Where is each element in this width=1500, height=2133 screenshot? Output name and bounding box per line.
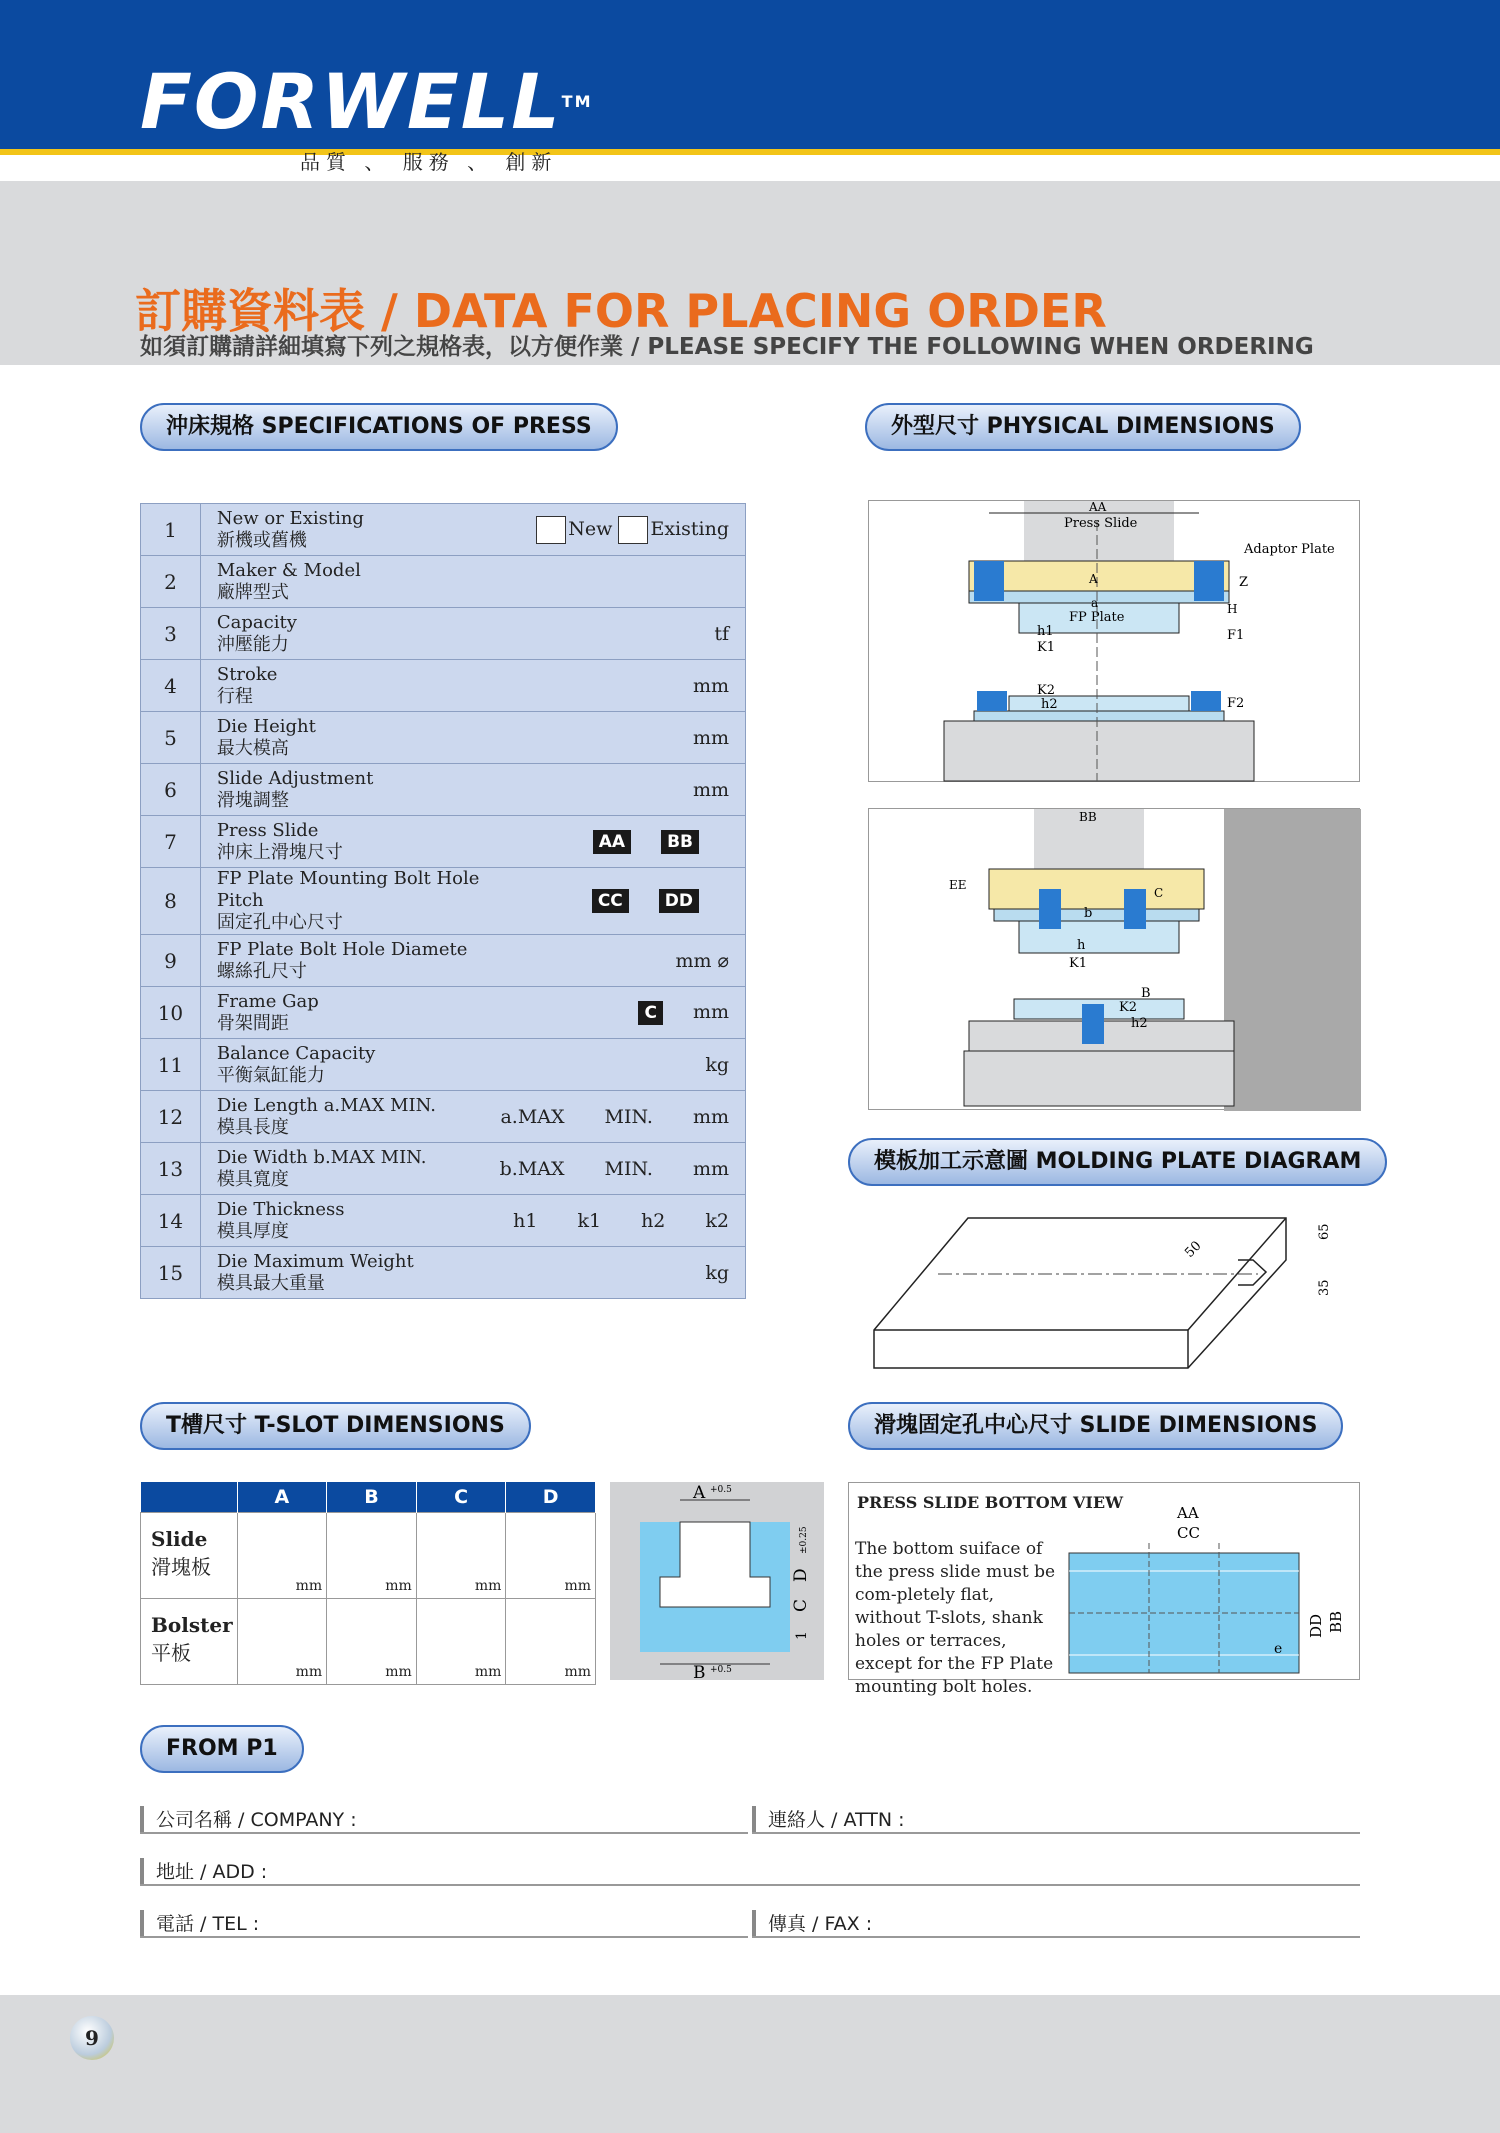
row-number: 2 bbox=[141, 556, 201, 608]
tslot-header-d: D bbox=[506, 1482, 596, 1512]
section-physical: 外型尺寸 PHYSICAL DIMENSIONS bbox=[865, 403, 1301, 451]
svg-text:Z: Z bbox=[1239, 575, 1249, 590]
spec-row bbox=[141, 764, 746, 816]
spec-row bbox=[141, 504, 746, 556]
row-input[interactable] bbox=[500, 868, 746, 935]
spec-row bbox=[141, 987, 746, 1039]
tel-field[interactable] bbox=[140, 1936, 748, 1938]
row-number: 10 bbox=[141, 987, 201, 1039]
svg-text:35: 35 bbox=[1317, 1279, 1332, 1296]
tslot-cell[interactable]: mm bbox=[327, 1598, 417, 1684]
row-label: Die Length a.MAX MIN. 模具長度 bbox=[200, 1091, 499, 1143]
forwell-logo: FORWELL™ bbox=[140, 57, 593, 146]
page-number: 9 bbox=[70, 2016, 114, 2060]
unit-label: mm bbox=[692, 1157, 729, 1180]
tslot-row bbox=[141, 1598, 596, 1684]
svg-text:B: B bbox=[1141, 986, 1151, 1001]
add-field[interactable] bbox=[140, 1884, 1360, 1886]
row-number: 8 bbox=[141, 868, 201, 935]
row-label: FP Plate Bolt Hole Diamete 螺絲孔尺寸 bbox=[200, 935, 499, 987]
section-press: 沖床規格 SPECIFICATIONS OF PRESS bbox=[140, 403, 618, 451]
unit-label: mm bbox=[692, 726, 729, 749]
svg-text:+0.5: +0.5 bbox=[710, 1485, 732, 1495]
spec-row bbox=[141, 1195, 746, 1247]
row-number: 13 bbox=[141, 1143, 201, 1195]
page-subtitle: 如須訂購請詳細填寫下列之規格表，以方便作業 / PLEASE SPECIFY THE FOLLOWING WHEN ORDERING bbox=[140, 334, 1314, 360]
attn-label: 連絡人 / ATTN : bbox=[752, 1806, 905, 1834]
new-checkbox[interactable] bbox=[536, 516, 566, 544]
svg-text:K2: K2 bbox=[1119, 1000, 1137, 1015]
row-input[interactable] bbox=[500, 712, 746, 764]
row-label: Frame Gap 骨架間距 bbox=[200, 987, 499, 1039]
svg-text:DD: DD bbox=[1307, 1613, 1325, 1638]
dimension-badge: C bbox=[638, 1001, 662, 1025]
section-from: FROM P1 bbox=[140, 1725, 304, 1773]
company-field[interactable] bbox=[140, 1832, 748, 1834]
tslot-cell[interactable]: mm bbox=[416, 1512, 506, 1598]
tel-label: 電話 / TEL : bbox=[140, 1910, 259, 1938]
press-side-svg bbox=[869, 809, 1361, 1111]
unit-label: mm bbox=[692, 778, 729, 801]
row-number: 11 bbox=[141, 1039, 201, 1091]
row-label: New or Existing 新機或舊機 bbox=[200, 504, 499, 556]
row-number: 4 bbox=[141, 660, 201, 712]
row-label: Press Slide 沖床上滑塊尺寸 bbox=[200, 816, 499, 868]
unit-label: mm bbox=[692, 1105, 729, 1128]
row-label: Slide Adjustment 滑塊調整 bbox=[200, 764, 499, 816]
tslot-header-a: A bbox=[237, 1482, 327, 1512]
unit-label: mm bbox=[692, 674, 729, 697]
spec-row bbox=[141, 556, 746, 608]
svg-text:F1: F1 bbox=[1227, 628, 1245, 643]
tslot-svg bbox=[610, 1482, 824, 1680]
svg-text:h2: h2 bbox=[1131, 1016, 1148, 1031]
spec-row bbox=[141, 1091, 746, 1143]
svg-text:±0.25: ±0.25 bbox=[799, 1526, 809, 1554]
row-number: 5 bbox=[141, 712, 201, 764]
svg-text:K1: K1 bbox=[1037, 640, 1055, 655]
tslot-cell[interactable]: mm bbox=[237, 1512, 327, 1598]
section-slide: 滑塊固定孔中心尺寸 SLIDE DIMENSIONS bbox=[848, 1402, 1343, 1450]
row-input[interactable]: New Existing bbox=[500, 504, 746, 556]
svg-text:h1: h1 bbox=[1037, 624, 1054, 639]
row-input[interactable] bbox=[500, 987, 746, 1039]
section-tslot: T槽尺寸 T-SLOT DIMENSIONS bbox=[140, 1402, 531, 1450]
fax-field[interactable] bbox=[752, 1936, 1360, 1938]
dimension-badge: BB bbox=[661, 830, 699, 854]
row-label: FP Plate Mounting Bolt Hole Pitch 固定孔中心尺寸 bbox=[200, 868, 499, 935]
molding-plate-diagram bbox=[868, 1200, 1338, 1372]
svg-text:FP Plate: FP Plate bbox=[1069, 610, 1125, 625]
tslot-row-label: Bolster 平板 bbox=[141, 1598, 238, 1684]
row-input[interactable]: a.MAX MIN. mm bbox=[500, 1091, 746, 1143]
dimension-badge: AA bbox=[593, 830, 631, 854]
page-title: 訂購資料表 / DATA FOR PLACING ORDER bbox=[135, 284, 1107, 338]
svg-text:AA: AA bbox=[1177, 1504, 1199, 1522]
svg-text:A: A bbox=[1089, 572, 1098, 586]
slogan: 品質 、 服務 、 創新 bbox=[300, 150, 558, 174]
unit-label: kg bbox=[705, 1261, 729, 1284]
tslot-row bbox=[141, 1512, 596, 1598]
spec-row bbox=[141, 660, 746, 712]
row-input[interactable] bbox=[500, 556, 746, 608]
spec-table bbox=[140, 503, 746, 1299]
fax-label: 傳真 / FAX : bbox=[752, 1910, 872, 1938]
row-input[interactable] bbox=[500, 816, 746, 868]
svg-text:+0.5: +0.5 bbox=[710, 1665, 732, 1675]
row-number: 1 bbox=[141, 504, 201, 556]
tslot-cell[interactable]: mm bbox=[327, 1512, 417, 1598]
row-label: Maker & Model 廠牌型式 bbox=[200, 556, 499, 608]
row-label: Capacity 沖壓能力 bbox=[200, 608, 499, 660]
attn-field[interactable] bbox=[752, 1832, 1360, 1834]
add-label: 地址 / ADD : bbox=[140, 1858, 267, 1886]
row-input[interactable] bbox=[500, 608, 746, 660]
row-input[interactable] bbox=[500, 660, 746, 712]
row-label: Stroke 行程 bbox=[200, 660, 499, 712]
svg-text:A: A bbox=[693, 1483, 706, 1503]
row-number: 14 bbox=[141, 1195, 201, 1247]
row-number: 7 bbox=[141, 816, 201, 868]
tslot-header-b: B bbox=[327, 1482, 417, 1512]
dimension-badge: CC bbox=[592, 889, 629, 913]
spec-row bbox=[141, 608, 746, 660]
svg-text:Press Slide: Press Slide bbox=[1064, 516, 1138, 531]
company-label: 公司名稱 / COMPANY : bbox=[140, 1806, 357, 1834]
svg-text:CC: CC bbox=[1177, 1524, 1200, 1542]
molding-plate-svg bbox=[868, 1200, 1338, 1372]
row-number: 3 bbox=[141, 608, 201, 660]
svg-text:K1: K1 bbox=[1069, 956, 1087, 971]
svg-text:C: C bbox=[1154, 886, 1164, 900]
row-input[interactable] bbox=[500, 764, 746, 816]
row-label: Die Maximum Weight 模具最大重量 bbox=[200, 1247, 499, 1299]
svg-text:50: 50 bbox=[1182, 1238, 1205, 1261]
unit-label: mm ⌀ bbox=[675, 949, 729, 972]
row-number: 15 bbox=[141, 1247, 201, 1299]
spec-row bbox=[141, 712, 746, 764]
spec-row bbox=[141, 1039, 746, 1091]
svg-text:EE: EE bbox=[949, 878, 967, 892]
row-label: Balance Capacity 平衡氣缸能力 bbox=[200, 1039, 499, 1091]
spec-row bbox=[141, 1143, 746, 1195]
svg-text:F2: F2 bbox=[1227, 696, 1245, 711]
row-number: 12 bbox=[141, 1091, 201, 1143]
svg-text:BB: BB bbox=[1327, 1610, 1345, 1633]
tslot-cell[interactable]: mm bbox=[237, 1598, 327, 1684]
svg-text:AA: AA bbox=[1089, 501, 1107, 514]
svg-text:D: D bbox=[791, 1568, 811, 1582]
row-input[interactable] bbox=[500, 935, 746, 987]
svg-text:b: b bbox=[1084, 906, 1093, 921]
unit-label: mm bbox=[692, 1000, 729, 1023]
slide-view-text: The bottom suiface of the press slide must be com-pletely flat, without T-slots, shank holes or terraces, except for the FP Plate mounting bolt holes. bbox=[855, 1539, 1056, 1697]
section-molding: 模板加工示意圖 MOLDING PLATE DIAGRAM bbox=[848, 1138, 1387, 1186]
svg-text:B: B bbox=[693, 1663, 706, 1680]
tslot-cell[interactable]: mm bbox=[506, 1512, 596, 1598]
row-input[interactable]: b.MAX MIN. mm bbox=[500, 1143, 746, 1195]
svg-text:h2: h2 bbox=[1041, 697, 1058, 712]
svg-text:a: a bbox=[1091, 596, 1099, 610]
press-front-svg bbox=[869, 501, 1361, 783]
svg-text:h: h bbox=[1077, 938, 1086, 953]
svg-text:65: 65 bbox=[1317, 1223, 1332, 1240]
svg-text:e: e bbox=[1274, 1641, 1283, 1657]
svg-text:BB: BB bbox=[1079, 810, 1097, 824]
row-label: Die Width b.MAX MIN. 模具寬度 bbox=[200, 1143, 499, 1195]
row-input[interactable] bbox=[500, 1247, 746, 1299]
row-label: Die Thickness 模具厚度 bbox=[200, 1195, 499, 1247]
spec-row bbox=[141, 868, 746, 935]
svg-text:1: 1 bbox=[794, 1631, 810, 1640]
physical-diagram-1 bbox=[868, 500, 1360, 782]
spec-row bbox=[141, 816, 746, 868]
spec-row bbox=[141, 1247, 746, 1299]
footer-band bbox=[0, 1995, 1500, 2133]
row-label: Die Height 最大模高 bbox=[200, 712, 499, 764]
dimension-badge: DD bbox=[659, 889, 699, 913]
tslot-header-c: C bbox=[416, 1482, 506, 1512]
tslot-cell[interactable]: mm bbox=[506, 1598, 596, 1684]
unit-label: kg bbox=[705, 1053, 729, 1076]
existing-checkbox[interactable] bbox=[618, 516, 648, 544]
row-number: 6 bbox=[141, 764, 201, 816]
row-input[interactable] bbox=[500, 1039, 746, 1091]
physical-diagram-2 bbox=[868, 808, 1360, 1110]
spec-row bbox=[141, 935, 746, 987]
tslot-cell[interactable]: mm bbox=[416, 1598, 506, 1684]
row-input[interactable]: h1 k1 h2 k2 bbox=[500, 1195, 746, 1247]
unit-label: tf bbox=[714, 622, 729, 645]
svg-text:K2: K2 bbox=[1037, 683, 1055, 698]
svg-text:C: C bbox=[791, 1598, 811, 1612]
tslot-table bbox=[140, 1482, 596, 1685]
header-stripe bbox=[0, 149, 1500, 179]
svg-text:Adaptor Plate: Adaptor Plate bbox=[1244, 542, 1335, 557]
svg-text:H: H bbox=[1227, 602, 1238, 616]
row-number: 9 bbox=[141, 935, 201, 987]
tslot-row-label: Slide 滑塊板 bbox=[141, 1512, 238, 1598]
slide-view-heading: PRESS SLIDE BOTTOM VIEW bbox=[857, 1493, 1124, 1512]
tslot-figure bbox=[610, 1482, 824, 1680]
